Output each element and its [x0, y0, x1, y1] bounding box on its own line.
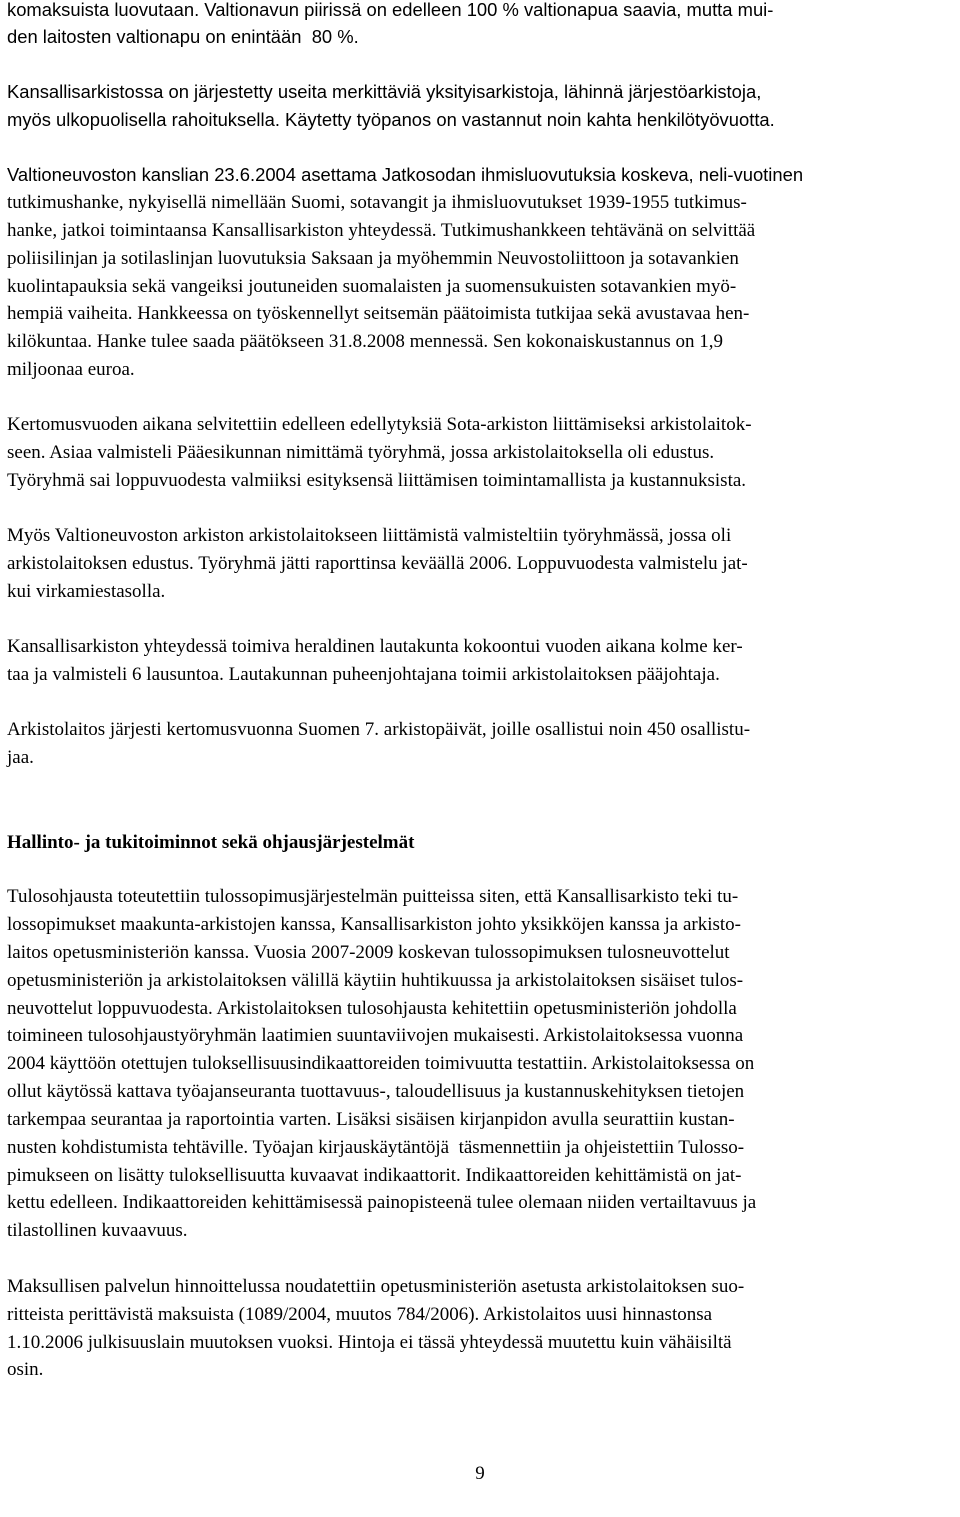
- paragraph-5-line-1: Myös Valtioneuvoston arkiston arkistolaitokseen liittämistä valmisteltiin työryhmässä, jossa oli: [7, 525, 732, 546]
- paragraph-5-line-2: arkistolaitoksen edustus. Työryhmä jätti raporttinsa keväällä 2006. Loppuvuodesta valmistelu jat-: [7, 553, 748, 574]
- paragraph-8-line-8: ollut käytössä kattava työajanseuranta tuottavuus-, taloudellisuus ja kustannuskehityksen tietojen: [7, 1081, 745, 1102]
- paragraph-9-line-1: Maksullisen palvelun hinnoittelussa noudatettiin opetusministeriön asetusta arkistolaitoksen suo-: [7, 1276, 745, 1297]
- paragraph-3-line-6: hempiä vaiheita. Hankkeessa on työskennellyt seitsemän päätoimista tutkijaa sekä avustavaa hen-: [7, 303, 750, 324]
- paragraph-8-line-12: kettu edelleen. Indikaattoreiden kehittämisessä painopisteenä tulee olemaan niiden vertailtavuus ja: [7, 1192, 757, 1213]
- paragraph-3-line-3: hanke, jatkoi toimintaansa Kansallisarkiston yhteydessä. Tutkimushankkeen tehtävänä on selvittää: [7, 220, 756, 241]
- paragraph-8-line-13: tilastollinen kuvaavuus.: [7, 1220, 188, 1241]
- paragraph-8-line-3: laitos opetusministeriön kanssa. Vuosia 2007-2009 koskevan tulossopimuksen tulosneuvottelut: [7, 942, 730, 963]
- paragraph-7-line-1: Arkistolaitos järjesti kertomusvuonna Suomen 7. arkistopäivät, joille osallistui noin 450 osallistu-: [7, 719, 751, 740]
- paragraph-8-line-7: 2004 käyttöön otettujen tuloksellisuusindikaattoreiden toimivuutta testattiin. Arkistolaitoksessa on: [7, 1053, 755, 1074]
- paragraph-3-line-8: miljoonaa euroa.: [7, 359, 135, 380]
- paragraph-2-line-2: myös ulkopuolisella rahoituksella. Käytetty työpanos on vastannut noin kahta henkilötyövuotta.: [7, 109, 775, 130]
- paragraph-1-line-1: komaksuista luovutaan. Valtionavun piirissä on edelleen 100 % valtionapua saavia, mutta mui-: [7, 0, 774, 20]
- page-number: 9: [475, 1463, 485, 1484]
- paragraph-6-line-2: taa ja valmisteli 6 lausuntoa. Lautakunnan puheenjohtajana toimii arkistolaitoksen pääjohtaja.: [7, 664, 720, 685]
- paragraph-8-line-6: toimineen tulosohjaustyöryhmän laatimien suuntaviivojen mukaisesti. Arkistolaitoksessa vuonna: [7, 1025, 744, 1046]
- paragraph-8-line-9: tarkempaa seurantaa ja raportointia varten. Lisäksi sisäisen kirjanpidon avulla seurattiin kustan-: [7, 1109, 735, 1130]
- paragraph-3-line-5: kuolintapauksia sekä vangeiksi joutuneiden suomalaisten ja suomensukuisten sotavankien myö-: [7, 276, 737, 297]
- paragraph-7-line-2: jaa.: [7, 747, 34, 768]
- paragraph-4-line-1: Kertomusvuoden aikana selvitettiin edelleen edellytyksiä Sota-arkiston liittämiseksi arkistolaitok-: [7, 414, 752, 435]
- paragraph-9-line-4: osin.: [7, 1359, 44, 1380]
- paragraph-3-line-2: tutkimushanke, nykyisellä nimellään Suomi, sotavangit ja ihmisluovutukset 1939-1955 tutkimus-: [7, 192, 747, 213]
- paragraph-8-line-10: nusten kohdistumista tehtäville. Työajan kirjauskäytäntöjä täsmennettiin ja ohjeistettiin Tulosso-: [7, 1137, 745, 1158]
- paragraph-5-line-3: kui virkamiestasolla.: [7, 581, 166, 602]
- paragraph-8-line-1: Tulosohjausta toteutettiin tulossopimusjärjestelmän puitteissa siten, että Kansallisarkisto teki tu-: [7, 886, 739, 907]
- paragraph-6-line-1: Kansallisarkiston yhteydessä toimiva heraldinen lautakunta kokoontui vuoden aikana kolme ker-: [7, 636, 743, 657]
- paragraph-4-line-3: Työryhmä sai loppuvuodesta valmiiksi esityksensä liittämisen toimintamallista ja kustannuksista.: [7, 470, 747, 491]
- paragraph-3-line-1: Valtioneuvoston kanslian 23.6.2004 asettama Jatkosodan ihmisluovutuksia koskeva, neli-vuotinen: [7, 164, 804, 185]
- section-heading: Hallinto- ja tukitoiminnot sekä ohjausjärjestelmät: [7, 832, 415, 853]
- paragraph-4-line-2: seen. Asiaa valmisteli Pääesikunnan nimittämä työryhmä, jossa arkistolaitoksella oli edustus.: [7, 442, 715, 463]
- paragraph-3-line-4: poliisilinjan ja sotilaslinjan luovutuksia Saksaan ja myöhemmin Neuvostoliittoon ja sotavankien: [7, 248, 739, 269]
- paragraph-1-line-2: den laitosten valtionapu on enintään 80 %.: [7, 26, 359, 47]
- paragraph-8-line-11: pimukseen on lisätty tuloksellisuutta kuvaavat indikaattorit. Indikaattoreiden kehittämistä on jat-: [7, 1165, 742, 1186]
- paragraph-9-line-3: 1.10.2006 julkisuuslain muutoksen vuoksi. Hintoja ei tässä yhteydessä muutettu kuin vähäisiltä: [7, 1332, 732, 1353]
- paragraph-8-line-5: neuvottelut loppuvuodesta. Arkistolaitoksen tulosohjausta kehitettiin opetusministeriön johdolla: [7, 998, 737, 1019]
- paragraph-3-line-7: kilökuntaa. Hanke tulee saada päätökseen 31.8.2008 mennessä. Sen kokonaiskustannus on 1,9: [7, 331, 724, 352]
- paragraph-9-line-2: ritteista perittävistä maksuista (1089/2004, muutos 784/2006). Arkistolaitos uusi hinnastonsa: [7, 1304, 713, 1325]
- paragraph-8-line-4: opetusministeriön ja arkistolaitoksen välillä käytiin huhtikuussa ja arkistolaitoksen sisäiset tulos-: [7, 970, 744, 991]
- paragraph-8-line-2: lossopimukset maakunta-arkistojen kanssa, Kansallisarkiston johto yksikköjen kanssa ja arkisto-: [7, 914, 742, 935]
- paragraph-2-line-1: Kansallisarkistossa on järjestetty useita merkittäviä yksityisarkistoja, lähinnä järjestöarkistoja,: [7, 81, 762, 102]
